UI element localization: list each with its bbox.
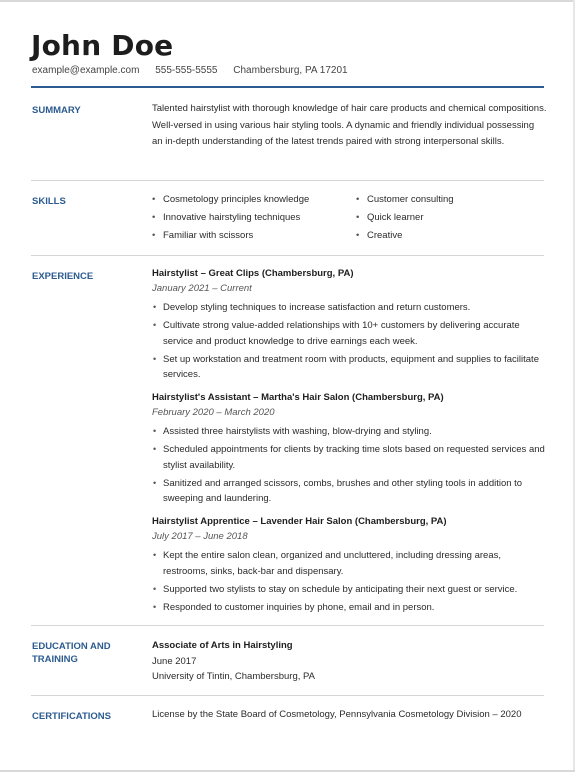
education-date: June 2017 xyxy=(152,656,197,667)
list-item: • Cultivate strong value-added relationships with 10+ customers by delivering accurate service and product knowledge to drive earnings each week. xyxy=(152,318,547,349)
certifications-heading: CERTIFICATIONS xyxy=(32,711,111,722)
skills-left-column xyxy=(152,191,309,245)
summary-text: Talented hairstylist with thorough knowledge of hair care products and chemical compositions. Well-versed in using various hair styling tools. A dynamic and friendly individual possessing an in-depth understanding of the latest trends paired with strong interpersonal skills. xyxy=(152,103,547,147)
header-divider xyxy=(31,86,544,88)
list-item: • Supported two stylists to stay on schedule by anticipating their next guest or service. xyxy=(152,582,547,598)
list-item: • Develop styling techniques to increase satisfaction and return customers. xyxy=(152,300,547,316)
skill-item: • Innovative hairstyling techniques xyxy=(152,212,301,223)
contact-email: example@example.com xyxy=(32,65,140,76)
list-item: • Responded to customer inquiries by phone, email and in person. xyxy=(152,600,547,616)
contact-phone: 555-555-5555 xyxy=(155,65,218,76)
job-title: Hairstylist – Great Clips (Chambersburg, PA) xyxy=(152,268,354,279)
summary-heading: SUMMARY xyxy=(32,105,81,116)
skill-item: • Customer consulting xyxy=(356,194,454,205)
skill-item: • Quick learner xyxy=(356,212,424,223)
section-divider xyxy=(31,255,544,256)
page-top-border xyxy=(0,0,575,2)
certification-text: License by the State Board of Cosmetology, Pennsylvania Cosmetology Division – 2020 xyxy=(152,709,522,720)
section-divider xyxy=(31,180,544,181)
section-divider xyxy=(31,695,544,696)
education-degree: Associate of Arts in Hairstyling xyxy=(152,640,293,651)
list-item: • Assisted three hairstylists with washing, blow-drying and styling. xyxy=(152,424,547,440)
job-bullet-list xyxy=(152,300,547,385)
contact-line xyxy=(32,65,361,76)
job-title: Hairstylist Apprentice – Lavender Hair Salon (Chambersburg, PA) xyxy=(152,516,447,527)
job-dates: July 2017 – June 2018 xyxy=(152,531,248,542)
skills-right-column xyxy=(356,191,454,245)
job-title: Hairstylist's Assistant – Martha's Hair Salon (Chambersburg, PA) xyxy=(152,392,444,403)
resume-name: John Doe xyxy=(31,29,174,62)
list-item: • Scheduled appointments for clients by tracking time slots based on requested services and stylist availability. xyxy=(152,442,547,473)
contact-location: Chambersburg, PA 17201 xyxy=(233,65,348,76)
job-bullet-list xyxy=(152,548,547,618)
list-item: • Sanitized and arranged scissors, combs, brushes and other styling tools in addition to sweeping and laundering. xyxy=(152,476,547,507)
job-bullet-list xyxy=(152,424,547,509)
job-dates: January 2021 – Current xyxy=(152,283,252,294)
skills-heading: SKILLS xyxy=(32,196,66,207)
list-item: • Set up workstation and treatment room with products, equipment and supplies to facilitate services. xyxy=(152,352,547,383)
section-divider xyxy=(31,625,544,626)
education-school: University of Tintin, Chambersburg, PA xyxy=(152,671,315,682)
skill-item: • Familiar with scissors xyxy=(152,230,254,241)
education-heading: EDUCATION AND TRAINING xyxy=(32,641,111,665)
skill-item: • Creative xyxy=(356,230,403,241)
job-dates: February 2020 – March 2020 xyxy=(152,407,275,418)
list-item: • Kept the entire salon clean, organized and uncluttered, including dressing areas, restrooms, sinks, back-bar and dispensary. xyxy=(152,548,547,579)
experience-heading: EXPERIENCE xyxy=(32,271,94,282)
skill-item: • Cosmetology principles knowledge xyxy=(152,194,310,205)
